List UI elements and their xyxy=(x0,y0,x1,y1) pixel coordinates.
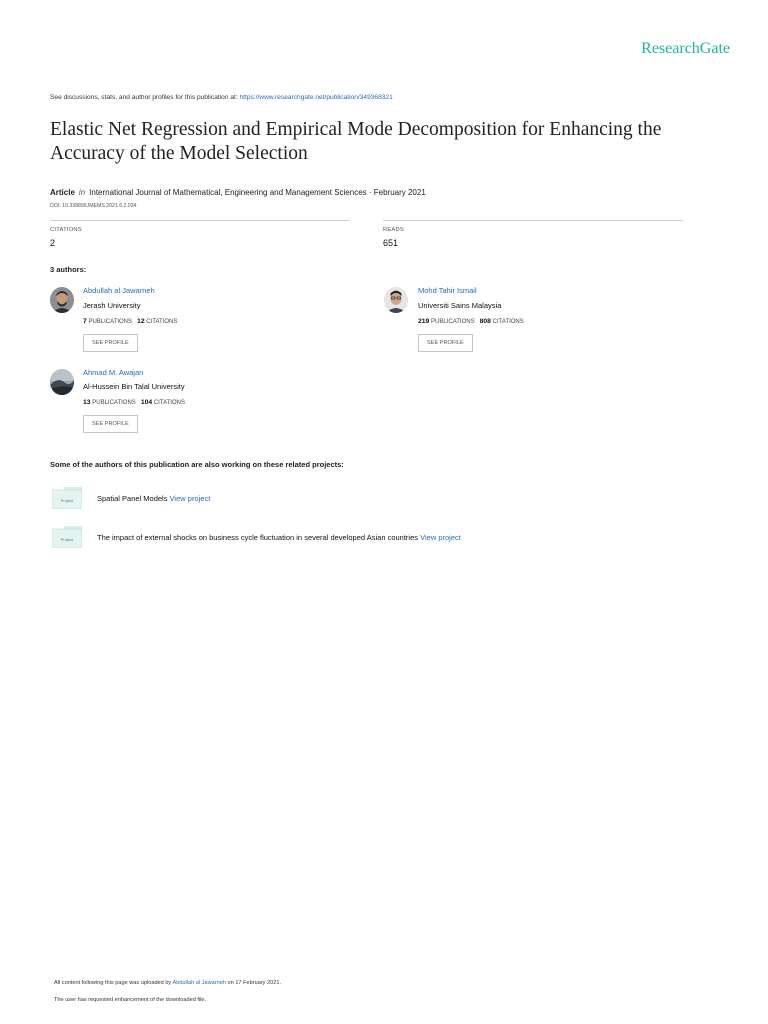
author-affiliation: Al-Hussein Bin Talal University xyxy=(83,382,185,391)
author-name-link[interactable]: Abdullah al Jawarneh xyxy=(83,286,155,295)
article-meta xyxy=(50,188,426,197)
publications-count: 7 xyxy=(83,318,87,325)
citations-value: 2 xyxy=(50,238,56,248)
author-name-link[interactable]: Ahmad M. Awajan xyxy=(83,368,144,377)
reads-divider xyxy=(383,220,683,221)
citations-label: CITATIONS xyxy=(50,227,82,233)
publication-url-link[interactable]: https://www.researchgate.net/publication/349368321 xyxy=(239,94,393,101)
view-project-link[interactable]: View project xyxy=(169,494,211,503)
enhancement-note: The user has requested enhancement of the downloaded file. xyxy=(54,997,207,1003)
project-item xyxy=(97,494,210,503)
project-title: The impact of external shocks on business cycle fluctuation in several developed Asian countries xyxy=(97,533,419,542)
author-name-link[interactable]: Mohd Tahir Ismail xyxy=(418,286,477,295)
author-affiliation: Universiti Sains Malaysia xyxy=(418,301,502,310)
project-title: Spatial Panel Models xyxy=(97,494,168,503)
reads-label: READS xyxy=(383,227,404,233)
journal-name: International Journal of Mathematical, Engineering and Management Sciences · February 2021 xyxy=(89,188,426,197)
project-item xyxy=(97,533,461,542)
landscape-photo-icon xyxy=(50,369,74,395)
in-label: in xyxy=(78,188,86,197)
avatar[interactable] xyxy=(50,287,74,313)
svg-text:Project: Project xyxy=(60,498,74,503)
authors-header: 3 authors: xyxy=(50,265,87,274)
avatar[interactable] xyxy=(50,369,74,395)
publications-label: PUBLICATIONS xyxy=(88,319,133,325)
author-stats xyxy=(418,318,524,325)
upload-prefix: All content following this page was uploaded by xyxy=(54,980,172,986)
article-title: Elastic Net Regression and Empirical Mode Decomposition for Enhancing the Accuracy of the Model Selection xyxy=(50,119,662,164)
citations-label: CITATIONS xyxy=(146,319,178,325)
publications-count: 13 xyxy=(83,399,91,406)
discussion-text: See discussions, stats, and author profiles for this publication at: xyxy=(50,94,238,101)
avatar[interactable] xyxy=(384,287,408,313)
citations-count: 104 xyxy=(140,399,153,406)
publications-label: PUBLICATIONS xyxy=(431,319,475,325)
citations-count: 12 xyxy=(137,318,145,325)
author-affiliation: Jerash University xyxy=(83,301,141,310)
project-icon xyxy=(52,526,82,548)
svg-text:Project: Project xyxy=(60,537,74,542)
project-icon xyxy=(52,487,82,509)
publications-count: 219 xyxy=(418,318,430,325)
citations-label: CITATIONS xyxy=(492,319,524,325)
article-type: Article xyxy=(50,188,75,197)
citations-label: CITATIONS xyxy=(153,400,185,406)
upload-note xyxy=(54,980,281,986)
doi: DOI: 10.33889/IJMEMS.2021.6.2.034 xyxy=(50,203,137,209)
view-project-link[interactable]: View project xyxy=(420,533,461,542)
publications-label: PUBLICATIONS xyxy=(92,400,136,406)
author-photo-icon xyxy=(384,287,408,313)
see-profile-button[interactable]: SEE PROFILE xyxy=(83,334,138,352)
author-stats xyxy=(83,399,185,406)
author-stats xyxy=(83,318,177,325)
see-profile-button[interactable]: SEE PROFILE xyxy=(83,415,138,433)
reads-value: 651 xyxy=(383,238,399,248)
author-photo-icon xyxy=(50,287,74,313)
upload-suffix: on 17 February 2021. xyxy=(227,980,282,986)
researchgate-logo[interactable]: ResearchGate xyxy=(641,40,730,57)
uploader-link[interactable]: Abdullah al Jawarneh xyxy=(172,980,226,986)
citations-divider xyxy=(50,220,350,221)
see-profile-button[interactable]: SEE PROFILE xyxy=(418,334,473,352)
related-projects-header: Some of the authors of this publication are also working on these related projects: xyxy=(50,460,344,469)
discussion-line xyxy=(50,94,393,101)
citations-count: 808 xyxy=(479,318,491,325)
